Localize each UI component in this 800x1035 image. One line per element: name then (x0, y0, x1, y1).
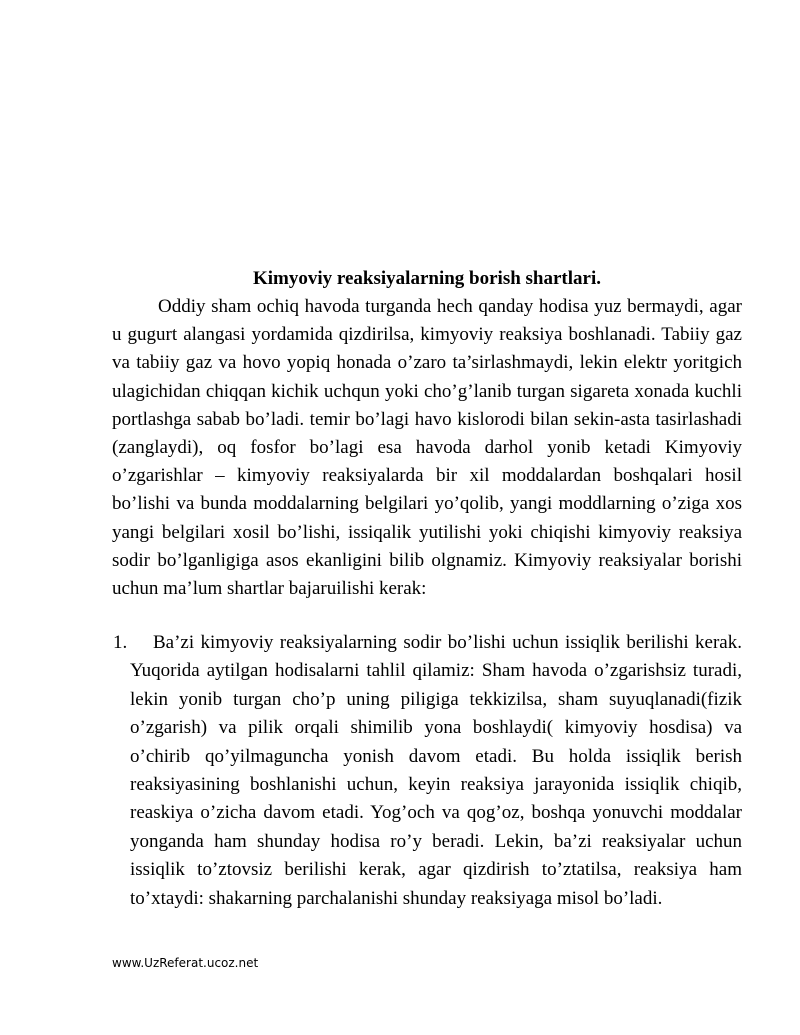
footer-source-link[interactable]: www.UzReferat.ucoz.net (112, 956, 259, 970)
conditions-list (113, 629, 742, 913)
list-item-text: Ba’zi kimyoviy reaksiyalarning sodir bo’lishi uchun issiqlik berilishi kerak. Yuqorida aytilgan hodisalarni tahlil qilamiz: Sham havoda o’zgarishsiz turadi, lekin yonib turgan cho’p uning piligiga tekkizilsa, sham suyuqlanadi(fizik o’zgarish) va pilik orqali shimilib yona boshlaydi( kimyoviy hosdisa) va o’chirib qo’yilmaguncha yonish davom etadi. Bu holda issiqlik berish reaksiyasining boshlanishi uchun, keyin reaksiya jarayonida issiqlik chiqib, reaskiya o’zicha davom etadi. Yog’och va qog’oz, boshqa yonuvchi moddalar yonganda ham shunday hodisa ro’y beradi. Lekin, ba’zi reaksiyalar uchun issiqlik to’ztovsiz berilishi kerak, agar qizdirish to’ztatilsa, reaksiya ham to’xtaydi: shakarning parchalanishi shunday reaksiyaga misol bo’ladi. (130, 632, 742, 909)
list-item (113, 629, 742, 913)
intro-paragraph: Oddiy sham ochiq havoda turganda hech qanday hodisa yuz bermaydi, agar u gugurt alangasi yordamida qizdirilsa, kimyoviy reaksiya boshlanadi. Tabiiy gaz va tabiiy gaz va hovo yopiq honada o’zaro ta’sirlashmaydi, lekin elektr yoritgich ulagichidan chiqqan kichik uchqun yoki cho’g’lanib turgan sigareta xonada kuchli portlashga sabab bo’ladi. temir bo’lagi havo kislorodi bilan sekin-asta tasirlashadi (zanglaydi), oq fosfor bo’lagi esa havoda darhol yonib ketadi Kimyoviy o’zgarishlar – kimyoviy reaksiyalarda bir xil moddalardan boshqalari hosil bo’lishi va bunda moddalarning belgilari yo’qolib, yangi moddlarning o’ziga xos yangi belgilari xosil bo’lishi, issiqalik yutilishi yoki chiqishi kimyoviy reaksiya sodir bo’lganligiga asos ekanligini bilib olgnamiz. Kimyoviy reaksiyalar borishi uchun ma’lum shartlar bajaruilishi kerak: (112, 296, 742, 600)
list-item-number: 1. (113, 632, 128, 653)
document-title: Kimyoviy reaksiyalarning borish shartlari. (252, 268, 601, 289)
